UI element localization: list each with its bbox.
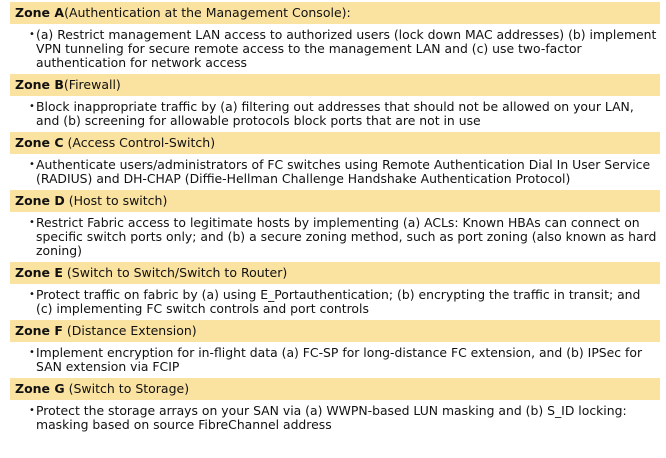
bullet-icon: • [29,101,35,112]
zone-a-header [10,2,660,24]
bullet-icon: • [29,29,35,40]
bullet-icon: • [29,289,35,300]
zone-e-header [10,262,660,284]
zone-b [0,74,666,132]
zone-f-name: Zone F [15,323,63,338]
zone-a-subtitle: (Authentication at the Management Console): [64,5,351,20]
zone-g-name: Zone G [15,381,65,396]
zone-e-description: Protect traffic on fabric by (a) using E_Portauthentication; (b) encrypting the traffic in transit; and (c) implementing FC switch controls and port controls [36,287,641,316]
zone-g-subtitle: (Switch to Storage) [64,381,190,396]
zone-f-header [10,320,660,342]
zone-d-body [29,212,658,262]
zone-b-header [10,74,660,96]
zone-b-body [29,96,658,132]
zone-c-header [10,132,660,154]
zone-d [0,190,666,262]
zone-f [0,320,666,378]
zone-e-name: Zone E [15,265,63,280]
bullet-icon: • [29,217,35,228]
zone-g-description: Protect the storage arrays on your SAN via (a) WWPN-based LUN masking and (b) S_ID locking: masking based on source FibreChannel address [36,403,627,432]
zone-b-description: Block inappropriate traffic by (a) filtering out addresses that should not be allowed on your LAN, and (b) screening for allowable protocols block ports that are not in use [36,99,634,128]
bullet-icon: • [29,159,35,170]
zone-d-description: Restrict Fabric access to legitimate hosts by implementing (a) ACLs: Known HBAs can connect on specific switch ports only; and (b) a secure zoning method, such as port zoning (also known as hard zoning) [36,215,657,258]
zone-a-name: Zone A [15,5,65,20]
bullet-icon: • [29,347,35,358]
zone-g [0,378,666,436]
zone-e [0,262,666,320]
zone-a [0,2,666,74]
zone-g-body [29,400,658,436]
zone-c [0,132,666,190]
zone-g-header [10,378,660,400]
zone-d-header [10,190,660,212]
zone-e-subtitle: (Switch to Switch/Switch to Router) [62,265,288,280]
zone-c-subtitle: (Access Control-Switch) [63,135,216,150]
zone-e-body [29,284,658,320]
zone-d-subtitle: (Host to switch) [64,193,168,208]
zone-f-subtitle: (Distance Extension) [62,323,197,338]
zone-f-body [29,342,658,378]
zone-c-body [29,154,658,190]
zone-f-description: Implement encryption for in-flight data (a) FC-SP for long-distance FC extension, and (b) IPSec for SAN extension via FCIP [36,345,643,374]
zone-c-description: Authenticate users/administrators of FC switches using Remote Authentication Dial In User Service (RADIUS) and DH-CHAP (Diffie-Hellman Challenge Handshake Authentication Protocol) [36,157,651,186]
bullet-icon: • [29,405,35,416]
zone-a-body [29,24,658,74]
zone-c-name: Zone C [15,135,64,150]
zone-d-name: Zone D [15,193,65,208]
zone-b-subtitle: (Firewall) [63,77,121,92]
zone-a-description: (a) Restrict management LAN access to authorized users (lock down MAC addresses) (b) implement VPN tunneling for secure remote access to the management LAN and (c) use two-factor authentication for network access [36,27,657,70]
zone-b-name: Zone B [15,77,64,92]
